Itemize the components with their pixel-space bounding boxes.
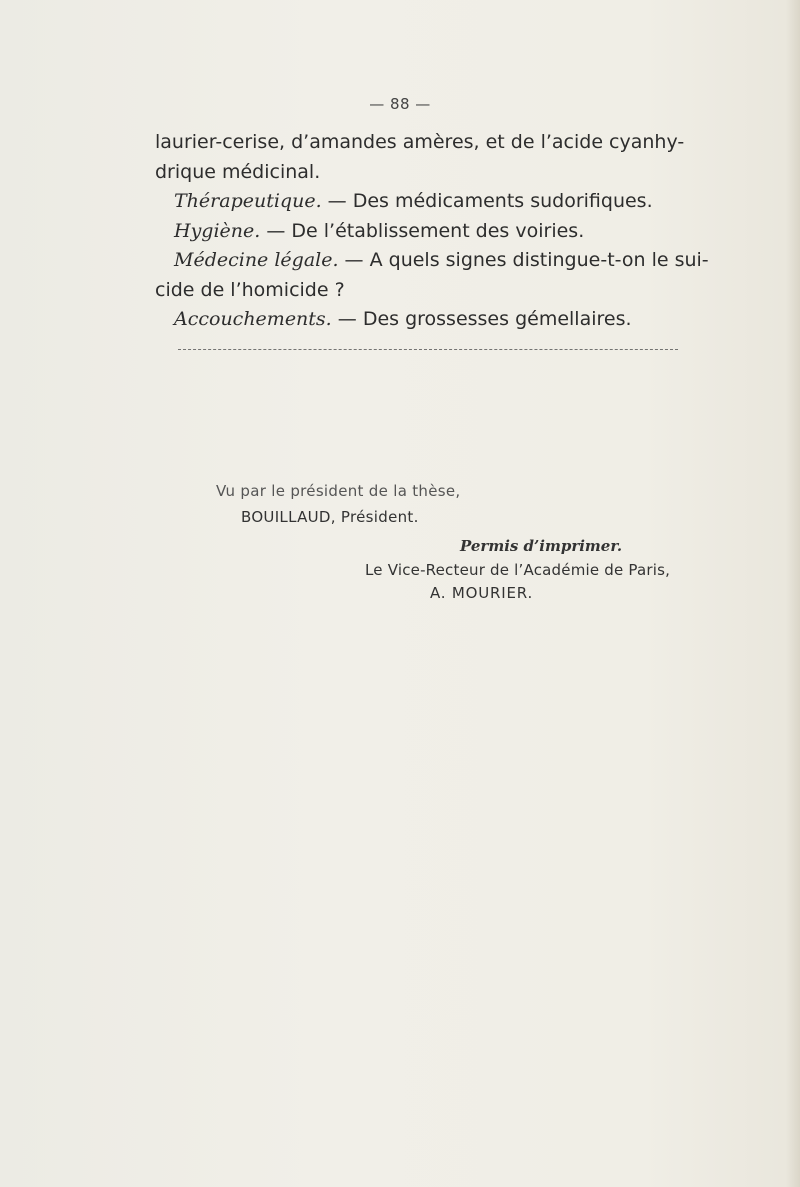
separator-rule bbox=[178, 349, 678, 351]
section-label-medecine-legale: Médecine légale. bbox=[174, 249, 339, 271]
line-text: laurier-cerise, d’amandes amères, et de l’acide cyanhy- bbox=[155, 131, 685, 153]
page-number: — 88 — bbox=[369, 95, 431, 113]
line-text: — De l’établissement des voiries. bbox=[260, 219, 585, 242]
permis-imprimer: Permis d’imprimer. bbox=[460, 537, 623, 555]
text-line-hygiene bbox=[155, 217, 715, 247]
text-line-2 bbox=[155, 158, 715, 188]
recteur-signature: A. MOURIER. bbox=[430, 584, 534, 602]
line-text: — Des médicaments sudorifiques. bbox=[321, 190, 653, 212]
vice-recteur: Le Vice-Recteur de l’Académie de Paris, bbox=[365, 561, 671, 579]
text-line-6 bbox=[155, 276, 715, 306]
text-line-accouchements bbox=[155, 305, 715, 335]
section-label-therapeutique: Thérapeutique. bbox=[174, 190, 322, 212]
line-text: cide de l’homicide ? bbox=[155, 278, 345, 301]
line-text: — A quels signes distingue-t-on le sui- bbox=[338, 249, 709, 271]
line-text: drique médicinal. bbox=[155, 160, 321, 183]
body-text bbox=[155, 128, 715, 335]
text-line-therapeutique bbox=[155, 187, 715, 217]
president-name: BOUILLAUD, Président. bbox=[241, 508, 419, 526]
section-label-accouchements: Accouchements. bbox=[174, 308, 332, 330]
line-text: — Des grossesses gémellaires. bbox=[331, 308, 632, 330]
vu-par-president: Vu par le président de la thèse, bbox=[216, 482, 461, 500]
text-line-medecine-legale bbox=[155, 246, 715, 276]
section-label-hygiene: Hygiène. bbox=[174, 219, 261, 242]
page-edge-shadow bbox=[786, 0, 800, 1187]
text-line-1 bbox=[155, 128, 715, 158]
